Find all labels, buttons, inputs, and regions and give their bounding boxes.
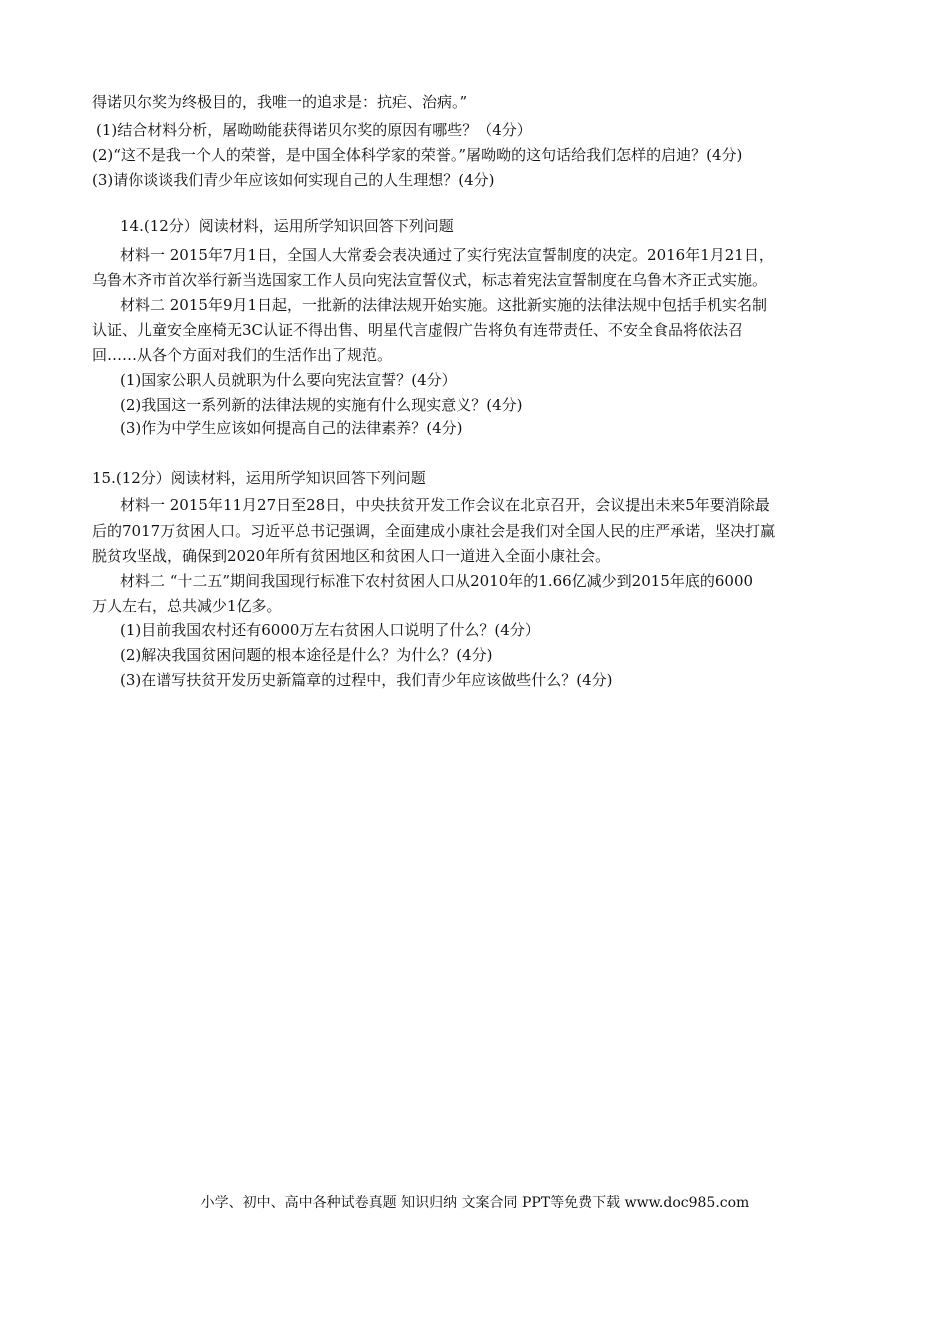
question-14-2: (2)我国这一系列新的法律法规的实施有什么现实意义？(4分) xyxy=(120,396,523,414)
question-14-1: (1)国家公职人员就职为什么要向宪法宣誓？(4分） xyxy=(120,371,457,389)
question-14-material-1-line-1: 材料一 2015年7月1日，全国人大常委会表决通过了实行宪法宣誓制度的决定。2016年1月21日， xyxy=(120,246,774,264)
question-15-1: (1)目前我国农村还有6000万左右贫困人口说明了什么？(4分） xyxy=(120,621,540,639)
question-13-1: (1)结合材料分析，屠呦呦能获得诺贝尔奖的原因有哪些？（4分） xyxy=(96,121,532,139)
question-15-material-2-line-1: 材料二 “十二五”期间我国现行标准下农村贫困人口从2010年的1.66亿减少到2015年底的6000 xyxy=(120,572,754,590)
page-footer: 小学、初中、高中各种试卷真题 知识归纳 文案合同 PPT等免费下载 www.doc985.com xyxy=(200,1195,750,1211)
question-15-material-1-line-2: 后的7017万贫困人口。习近平总书记强调，全面建成小康社会是我们对全国人民的庄严承诺，坚决打赢 xyxy=(92,522,776,540)
question-14-3: (3)作为中学生应该如何提高自己的法律素养？(4分) xyxy=(120,419,463,437)
question-14-heading: 14.(12分）阅读材料，运用所学知识回答下列问题 xyxy=(120,217,454,235)
question-15-material-1-line-3: 脱贫攻坚战，确保到2020年所有贫困地区和贫困人口一道进入全面小康社会。 xyxy=(92,547,611,565)
question-15-3: (3)在谱写扶贫开发历史新篇章的过程中，我们青少年应该做些什么？(4分) xyxy=(120,671,613,689)
question-14-material-2-line-1: 材料二 2015年9月1日起，一批新的法律法规开始实施。这批新实施的法律法规中包括手机实名制 xyxy=(120,296,768,314)
question-13-2: (2)“这不是我一个人的荣誉，是中国全体科学家的荣誉。”屠呦呦的这句话给我们怎样的启迪？(4分) xyxy=(92,146,743,164)
question-15-material-2-line-2: 万人左右，总共减少1亿多。 xyxy=(92,597,282,615)
question-14-material-1-line-2: 乌鲁木齐市首次举行新当选国家工作人员向宪法宣誓仪式，标志着宪法宣誓制度在乌鲁木齐正式实施。 xyxy=(92,271,768,289)
question-14-material-2-line-3: 回……从各个方面对我们的生活作出了规范。 xyxy=(92,346,393,364)
question-13-3: (3)请你谈谈我们青少年应该如何实现自己的人生理想？(4分) xyxy=(92,171,495,189)
question-15-material-1-line-1: 材料一 2015年11月27日至28日，中央扶贫开发工作会议在北京召开，会议提出未来5年要消除最 xyxy=(120,496,770,514)
question-14-material-2-line-2: 认证、儿童安全座椅无3C认证不得出售、明星代言虚假广告将负有连带责任、不安全食品将依法召 xyxy=(92,321,744,339)
question-15-heading: 15.(12分）阅读材料，运用所学知识回答下列问题 xyxy=(92,469,426,487)
question-15-2: (2)解决我国贫困问题的根本途径是什么？为什么？(4分) xyxy=(120,646,493,664)
material-continuation-line: 得诺贝尔奖为终极目的，我唯一的追求是：抗疟、治病。” xyxy=(92,93,468,111)
